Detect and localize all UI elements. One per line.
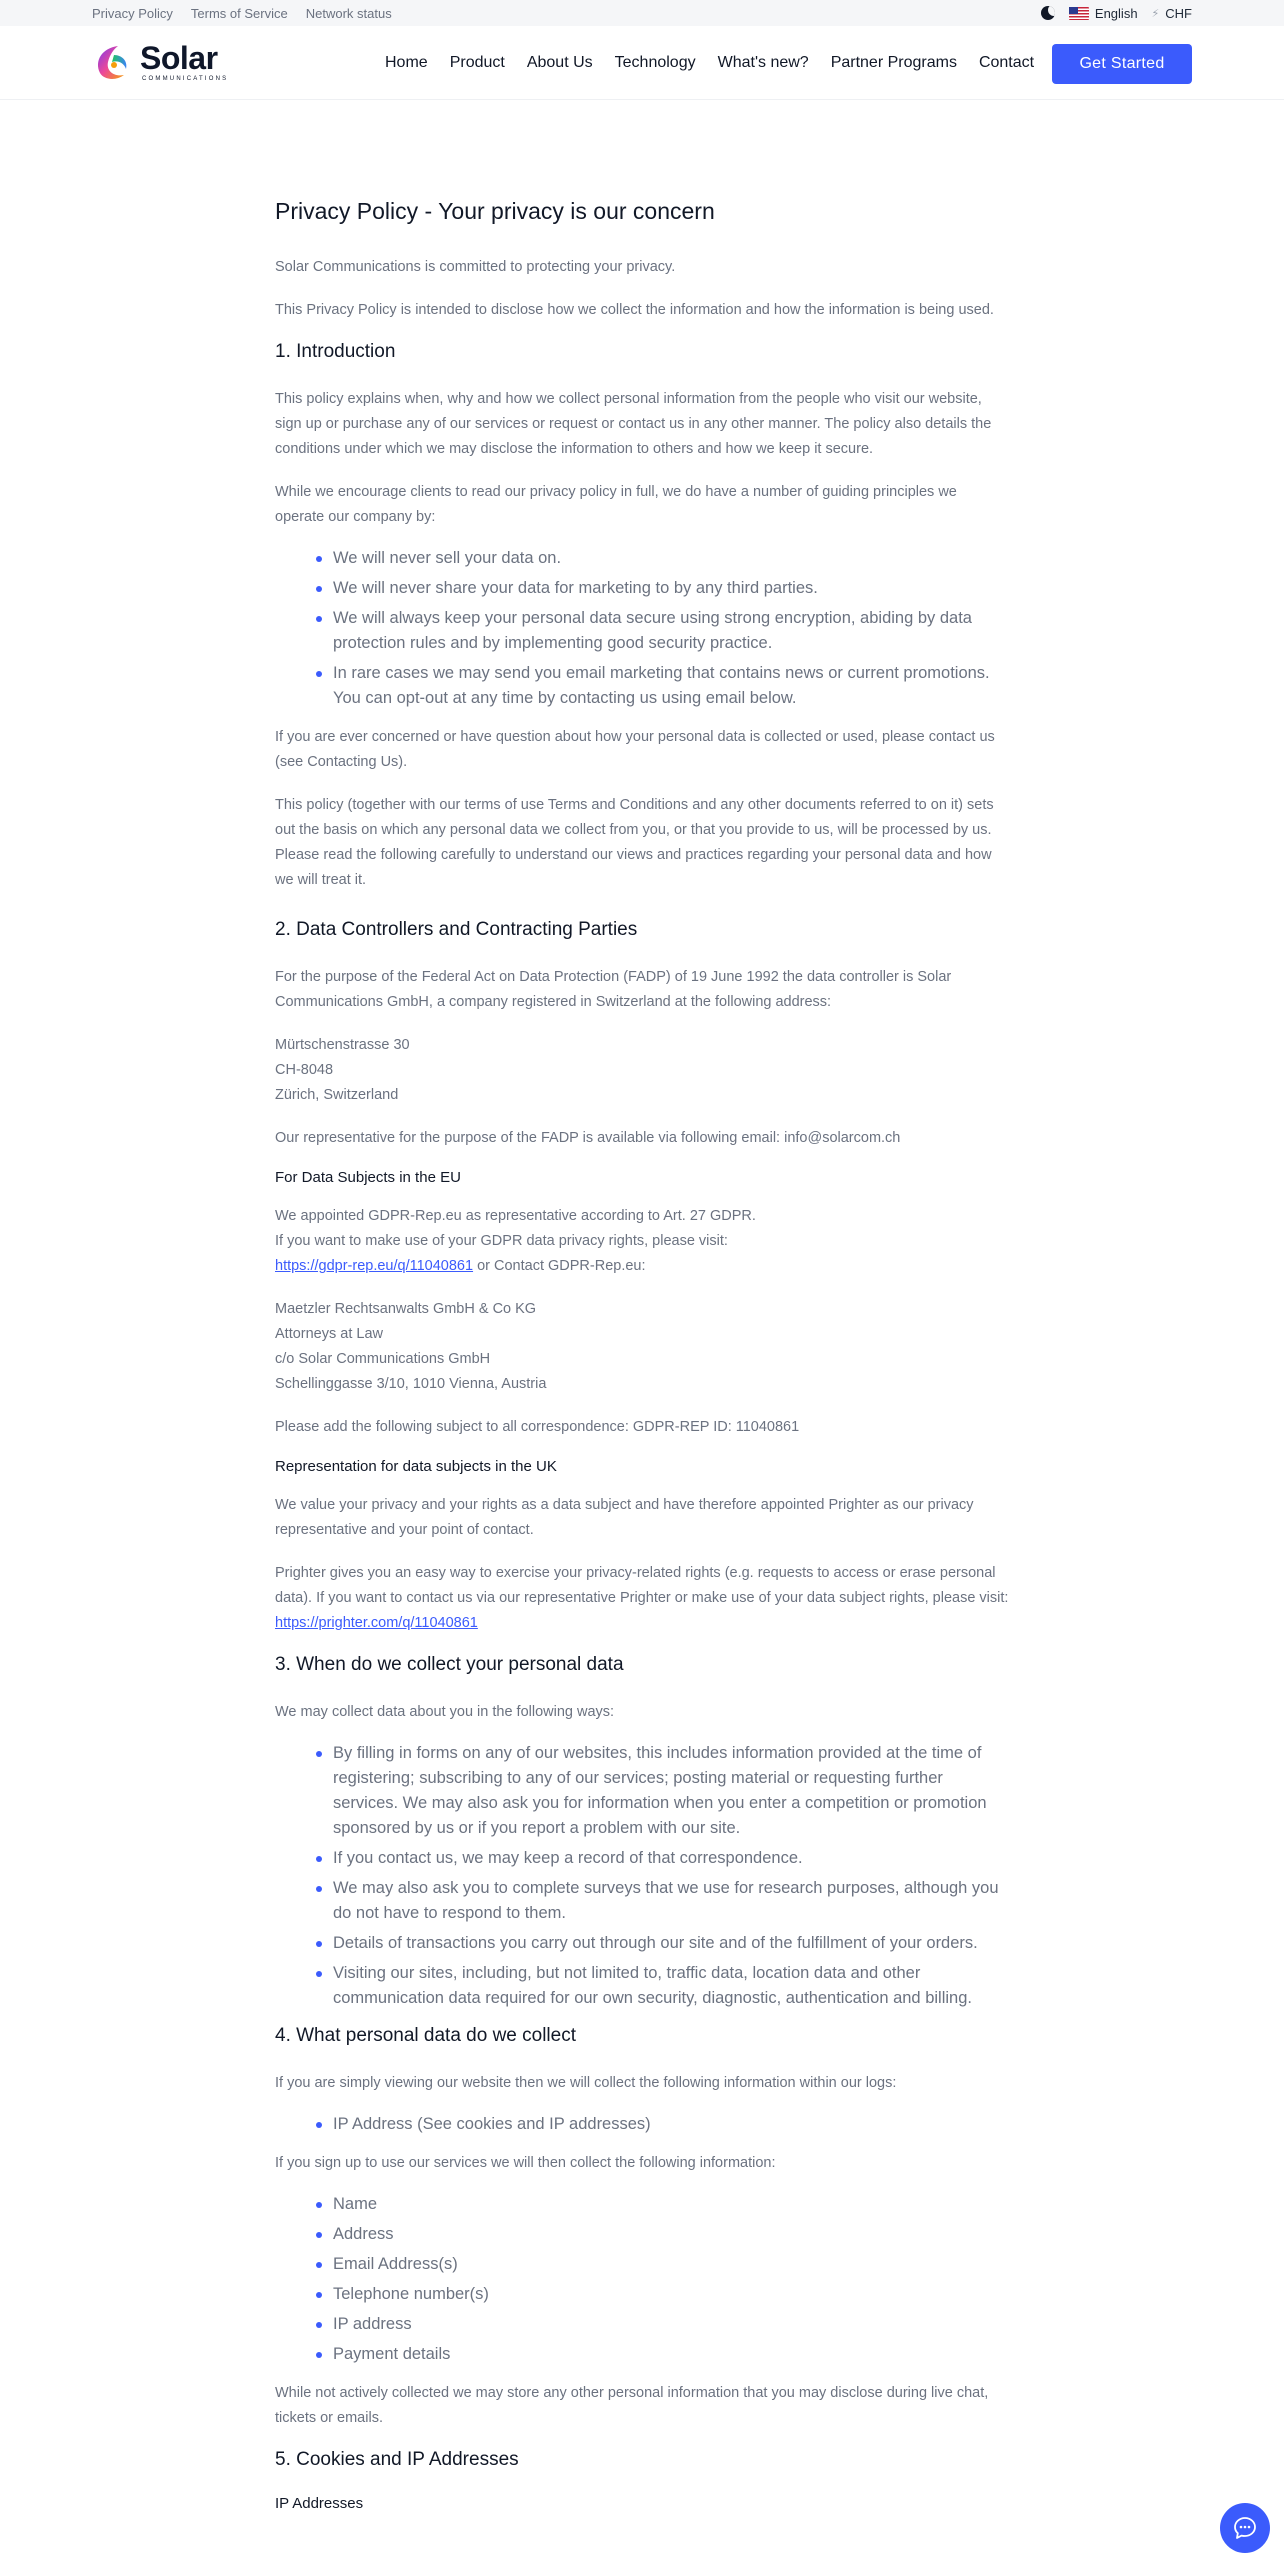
list-item: Name xyxy=(333,2192,1009,2217)
page-title: Privacy Policy - Your privacy is our concern xyxy=(275,198,715,224)
section-1-paragraph-4: This policy (together with our terms of use Terms and Conditions and any other documents referred to on it) sets out the basis on which any personal data we collect from you, or that you provide to us, will be processed by us. Please read the following carefully to understand our views and practices regarding your personal data and how we will treat it. xyxy=(275,797,994,888)
logo[interactable] xyxy=(92,42,228,82)
list-item: If you contact us, we may keep a record of that correspondence. xyxy=(333,1846,1009,1871)
list-item: Details of transactions you carry out through our site and of the fulfillment of your orders. xyxy=(333,1931,1009,1956)
top-utility-bar xyxy=(0,0,1284,26)
address-line: Attorneys at Law xyxy=(275,1326,383,1342)
privacy-policy-link[interactable]: Privacy Policy xyxy=(92,5,173,21)
eu-representative-paragraph xyxy=(275,1204,1009,1279)
list-item: Address xyxy=(333,2222,1009,2247)
ip-addresses-heading: IP Addresses xyxy=(275,2495,364,2512)
language-label: English xyxy=(1094,5,1138,21)
address-line: c/o Solar Communications GmbH xyxy=(275,1351,491,1367)
currency-label: CHF xyxy=(1165,5,1192,21)
list-item: In rare cases we may send you email marketing that contains news or current promotions. You can opt-out at any time by contacting us using email below. xyxy=(333,661,1009,711)
address-line: Maetzler Rechtsanwalts GmbH & Co KG xyxy=(275,1301,537,1317)
section-4-paragraph-3: While not actively collected we may store any other personal information that you may disclose during live chat, tickets or emails. xyxy=(275,2385,989,2426)
logo-name: Solar xyxy=(140,40,218,76)
logo-text xyxy=(140,42,228,82)
uk-paragraph-2 xyxy=(275,1561,1009,1636)
currency-icon: ⚡ xyxy=(1151,7,1160,20)
section-2-paragraph-1: For the purpose of the Federal Act on Data Protection (FADP) of 19 June 1992 the data controller is Solar Communications GmbH, a company registered in Switzerland at the following address: xyxy=(275,969,952,1010)
us-flag-icon xyxy=(1069,7,1089,20)
address-line: Mürtschenstrasse 30 xyxy=(275,1037,410,1053)
section-1-paragraph-2: While we encourage clients to read our privacy policy in full, we do have a number of guiding principles we operate our company by: xyxy=(275,484,957,525)
main-nav xyxy=(385,26,1034,100)
nav-product[interactable]: Product xyxy=(449,54,505,71)
eu-link-line xyxy=(275,1254,1009,1279)
main-header xyxy=(0,26,1284,100)
section-1-paragraph-3: If you are ever concerned or have question about how your personal data is collected or used, please contact us (see Contacting Us). xyxy=(275,729,995,770)
prighter-link[interactable]: https://prighter.com/q/11040861 xyxy=(275,1615,478,1631)
currency-selector[interactable] xyxy=(1152,6,1192,21)
signup-data-list xyxy=(333,2192,1009,2367)
utility-controls xyxy=(1041,0,1192,26)
nav-contact[interactable]: Contact xyxy=(978,54,1035,71)
theme-toggle-icon[interactable] xyxy=(1041,6,1055,20)
nav-partner-programs[interactable]: Partner Programs xyxy=(830,54,957,71)
uk-paragraph-2-text: Prighter gives you an easy way to exercise your privacy-related rights (e.g. requests to access or erase personal data). If you want to contact us via our representative Prighter or make use of your data subject rights, please visit: xyxy=(275,1565,1009,1606)
language-selector[interactable] xyxy=(1069,6,1138,21)
utility-links xyxy=(92,0,392,26)
list-item: IP address xyxy=(333,2312,1009,2337)
section-2-paragraph-2: Our representative for the purpose of the FADP is available via following email: info@solarcom.ch xyxy=(275,1130,901,1146)
address-line: Schellinggasse 3/10, 1010 Vienna, Austria xyxy=(275,1376,547,1392)
logo-subtitle: COMMUNICATIONS xyxy=(142,76,229,82)
eu-link-suffix: or Contact GDPR-Rep.eu: xyxy=(473,1258,646,1274)
section-1-paragraph-1: This policy explains when, why and how we collect personal information from the people who visit our website, sign up or purchase any of our services or request or contact us in any other manner. The policy also details the conditions under which we may disclose the information to others and how we keep it secure. xyxy=(275,391,992,457)
list-item: Email Address(s) xyxy=(333,2252,1009,2277)
section-4-paragraph-1: If you are simply viewing our website then we will collect the following information within our logs: xyxy=(275,2075,897,2091)
list-item: Payment details xyxy=(333,2342,1009,2367)
gdpr-rep-id-paragraph: Please add the following subject to all correspondence: GDPR-REP ID: 11040861 xyxy=(275,1419,800,1435)
intro-paragraph-1: Solar Communications is committed to protecting your privacy. xyxy=(275,259,676,275)
collection-methods-list xyxy=(333,1741,1009,2011)
guiding-principles-list xyxy=(333,546,1009,711)
get-started-button[interactable]: Get Started xyxy=(1052,44,1192,84)
section-5-heading: 5. Cookies and IP Addresses xyxy=(275,2449,519,2470)
nav-whats-new[interactable]: What's new? xyxy=(717,54,809,71)
uk-paragraph-1: We value your privacy and your rights as a data subject and have therefore appointed Prighter as our privacy representative and your point of contact. xyxy=(275,1497,974,1538)
section-4-heading: 4. What personal data do we collect xyxy=(275,2025,577,2046)
section-1-heading: 1. Introduction xyxy=(275,341,396,362)
list-item: We will always keep your personal data secure using strong encryption, abiding by data protection rules and by implementing good security practice. xyxy=(333,606,1009,656)
live-chat-button[interactable] xyxy=(1220,2503,1270,2553)
eu-line-1: We appointed GDPR-Rep.eu as representative according to Art. 27 GDPR. xyxy=(275,1208,756,1224)
uk-subjects-heading: Representation for data subjects in the UK xyxy=(275,1458,557,1475)
chat-bubble-icon xyxy=(1232,2515,1258,2541)
list-item: IP Address (See cookies and IP addresses) xyxy=(333,2112,1009,2137)
logo-icon xyxy=(92,43,132,81)
list-item: We may also ask you to complete surveys that we use for research purposes, although you do not have to respond to them. xyxy=(333,1876,1009,1926)
section-4-paragraph-2: If you sign up to use our services we will then collect the following information: xyxy=(275,2155,776,2171)
nav-technology[interactable]: Technology xyxy=(614,54,696,71)
eu-representative-address xyxy=(275,1297,1009,1397)
section-3-paragraph-1: We may collect data about you in the following ways: xyxy=(275,1704,615,1720)
list-item: Telephone number(s) xyxy=(333,2282,1009,2307)
list-item: We will never sell your data on. xyxy=(333,546,1009,571)
address-line: CH-8048 xyxy=(275,1062,334,1078)
nav-home[interactable]: Home xyxy=(385,54,428,71)
log-data-list xyxy=(333,2112,1009,2137)
intro-paragraph-2: This Privacy Policy is intended to disclose how we collect the information and how the information is being used. xyxy=(275,302,994,318)
network-status-link[interactable]: Network status xyxy=(305,5,392,21)
list-item: By filling in forms on any of our websites, this includes information provided at the time of registering; subscribing to any of our services; posting material or requesting further services. We may also ask you for information when you enter a competition or promotion sponsored by us or if you report a problem with our site. xyxy=(333,1741,1009,1841)
gdpr-rep-link[interactable]: https://gdpr-rep.eu/q/11040861 xyxy=(275,1258,474,1274)
list-item: We will never share your data for marketing to by any third parties. xyxy=(333,576,1009,601)
address-line: Zürich, Switzerland xyxy=(275,1087,399,1103)
list-item: Visiting our sites, including, but not limited to, traffic data, location data and other communication data required for our own security, diagnostic, authentication and billing. xyxy=(333,1961,1009,2011)
eu-line-2: If you want to make use of your GDPR data privacy rights, please visit: xyxy=(275,1233,728,1249)
controller-address xyxy=(275,1033,1009,1108)
terms-of-service-link[interactable]: Terms of Service xyxy=(190,5,288,21)
eu-subjects-heading: For Data Subjects in the EU xyxy=(275,1169,461,1186)
privacy-policy-content xyxy=(275,190,1009,2530)
section-2-heading: 2. Data Controllers and Contracting Parties xyxy=(275,919,638,940)
nav-about-us[interactable]: About Us xyxy=(526,54,593,71)
section-3-heading: 3. When do we collect your personal data xyxy=(275,1654,624,1675)
